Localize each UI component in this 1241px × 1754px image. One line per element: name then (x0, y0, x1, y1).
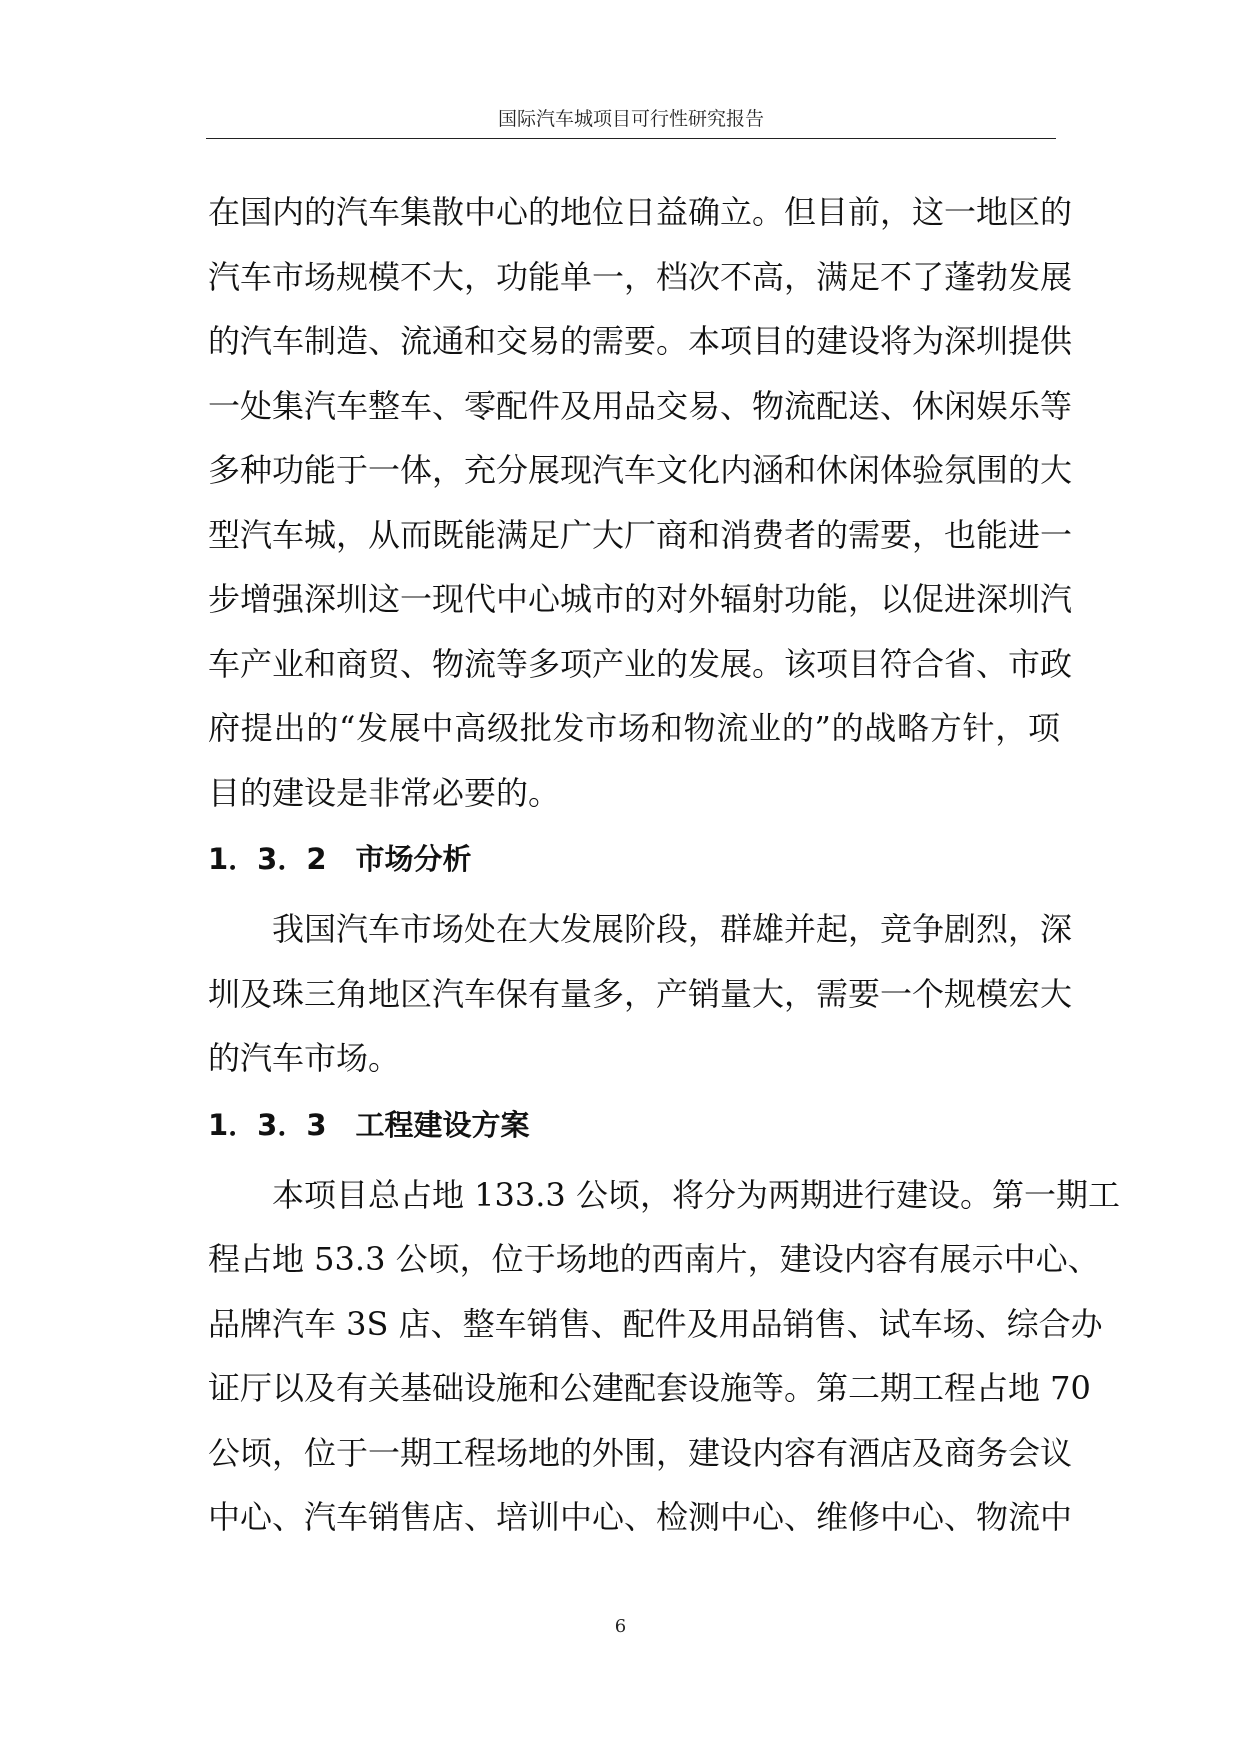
text-line: 程占地 53.3 公顷，位于场地的西南片，建设内容有展示中心、 (208, 1240, 1100, 1278)
text-line: 目的建设是非常必要的。 (208, 773, 561, 812)
text-line: 一处集汽车整车、零配件及用品交易、物流配送、休闲娱乐等 (208, 386, 1073, 425)
paragraph-construction-plan (208, 1163, 1120, 1550)
section-heading-construction-plan: 1．3．3 工程建设方案 (208, 1107, 530, 1142)
page-number: 6 (614, 1616, 627, 1637)
text-line: 的汽车市场。 (208, 1039, 401, 1077)
text-line: 我国汽车市场处在大发展阶段，群雄并起，竞争剧烈，深 (272, 910, 1073, 948)
text-line: 品牌汽车 3S 店、整车销售、配件及用品销售、试车场、综合办 (208, 1304, 1103, 1343)
text-line: 车产业和商贸、物流等多项产业的发展。该项目符合省、市政 (208, 644, 1073, 683)
text-line: 公顷，位于一期工程场地的外围，建设内容有酒店及商务会议 (208, 1433, 1073, 1472)
paragraph-intro (208, 180, 1073, 825)
text-line: 在国内的汽车集散中心的地位日益确立。但目前，这一地区的 (208, 193, 1073, 231)
text-line: 中心、汽车销售店、培训中心、检测中心、维修中心、物流中 (208, 1498, 1073, 1536)
text-line: 本项目总占地 133.3 公顷，将分为两期进行建设。第一期工 (272, 1175, 1120, 1214)
header-rule (206, 138, 1056, 139)
text-line: 步增强深圳这一现代中心城市的对外辐射功能，以促进深圳汽 (208, 580, 1073, 618)
text-line: 汽车市场规模不大，功能单一，档次不高，满足不了蓬勃发展 (208, 257, 1073, 296)
text-line: 圳及珠三角地区汽车保有量多，产销量大，需要一个规模宏大 (208, 974, 1073, 1013)
page-body (208, 180, 1120, 1550)
section-heading-market-analysis: 1．3．2 市场分析 (208, 842, 472, 876)
running-header: 国际汽车城项目可行性研究报告 (497, 108, 764, 130)
text-line: 多种功能于一体，充分展现汽车文化内涵和休闲体验氛围的大 (208, 451, 1073, 489)
paragraph-market-analysis (208, 897, 1073, 1091)
text-line: 证厅以及有关基础设施和公建配套设施等。第二期工程占地 70 (208, 1369, 1091, 1407)
text-line: 府提出的“发展中高级批发市场和物流业的”的战略方针，项 (208, 709, 1060, 747)
text-line: 的汽车制造、流通和交易的需要。本项目的建设将为深圳提供 (208, 322, 1073, 360)
text-line: 型汽车城，从而既能满足广大厂商和消费者的需要，也能进一 (208, 515, 1073, 554)
